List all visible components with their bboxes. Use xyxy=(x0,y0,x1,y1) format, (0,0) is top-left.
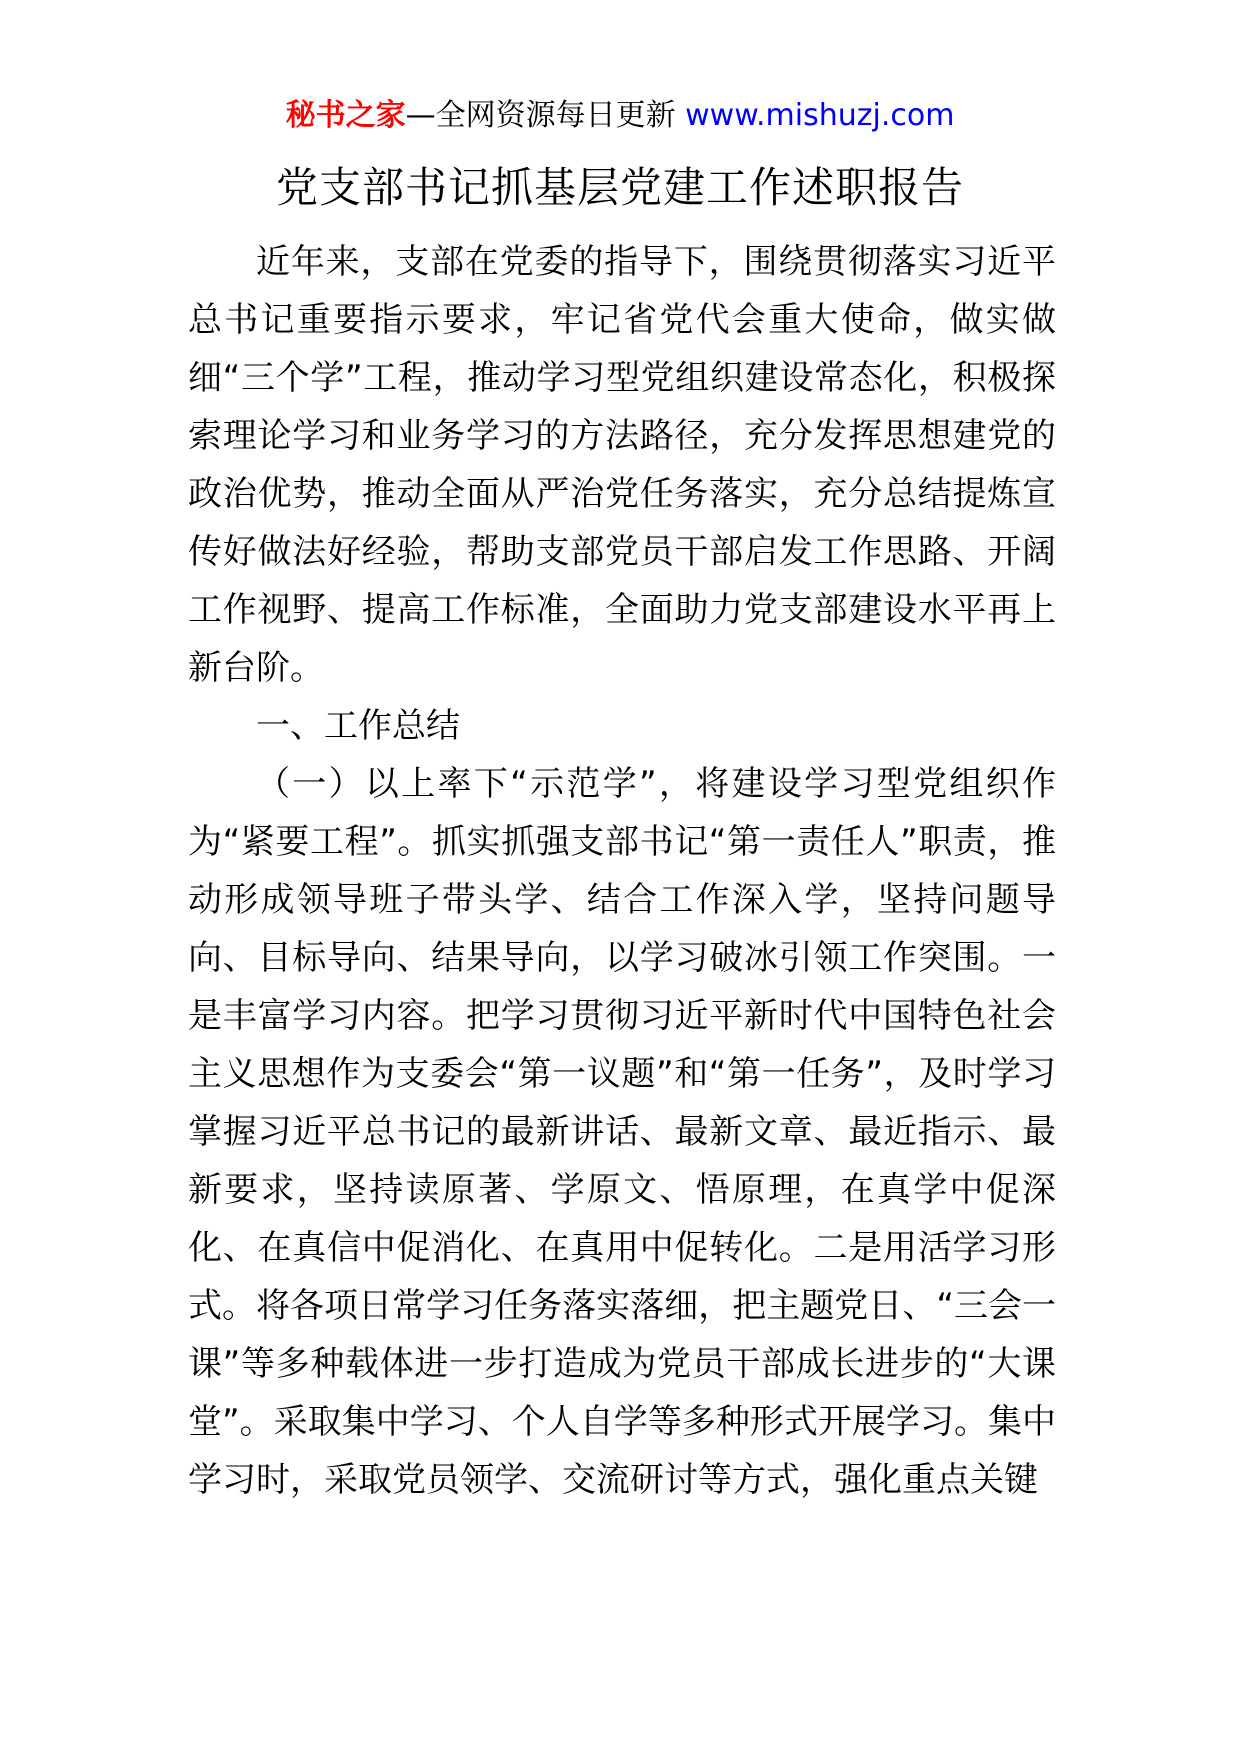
paragraph-section-1: （一）以上率下“示范学”，将建设学习型党组织作为“紧要工程”。抓实抓强支部书记“第一责任人”职责，推动形成领导班子带头学、结合工作深入学，坚持问题导向、目标导向、结果导向，以学习破冰引领工作突围。一是丰富学习内容。把学习贯彻习近平新时代中国特色社会主义思想作为支委会“第一议题”和“第一任务”，及时学习掌握习近平总书记的最新讲话、最新文章、最近指示、最新要求，坚持读原著、学原文、悟原理，在真学中促深化、在真信中促消化、在真用中促转化。二是用活学习形式。将各项日常学习任务落实落细，把主题党日、“三会一课”等多种载体进一步打造成为党员干部成长进步的“大课堂”。采取集中学习、个人自学等多种形式开展学习。集中学习时，采取党员领学、交流研讨等方式，强化重点关键 xyxy=(188,764,1056,1500)
document-title: 党支部书记抓基层党建工作述职报告 xyxy=(275,163,964,212)
brand-name: 秘书之家 xyxy=(285,98,406,133)
site-url-link[interactable]: www.mishuzj.com xyxy=(685,98,955,133)
site-header xyxy=(0,96,1240,136)
header-tagline: —全网资源每日更新 xyxy=(405,98,676,133)
document-body xyxy=(188,233,1056,1509)
section-heading-work-summary: 一、工作总结 xyxy=(256,706,460,746)
paragraph-intro: 近年来，支部在党委的指导下，围绕贯彻落实习近平总书记重要指示要求，牢记省党代会重大使命，做实做细“三个学”工程，推动学习型党组织建设常态化，积极探索理论学习和业务学习的方法路径，充分发挥思想建党的政治优势，推动全面从严治党任务落实，充分总结提炼宣传好做法好经验，帮助支部党员干部启发工作思路、开阔工作视野、提高工作标准，全面助力党支部建设水平再上新台阶。 xyxy=(188,242,1056,688)
